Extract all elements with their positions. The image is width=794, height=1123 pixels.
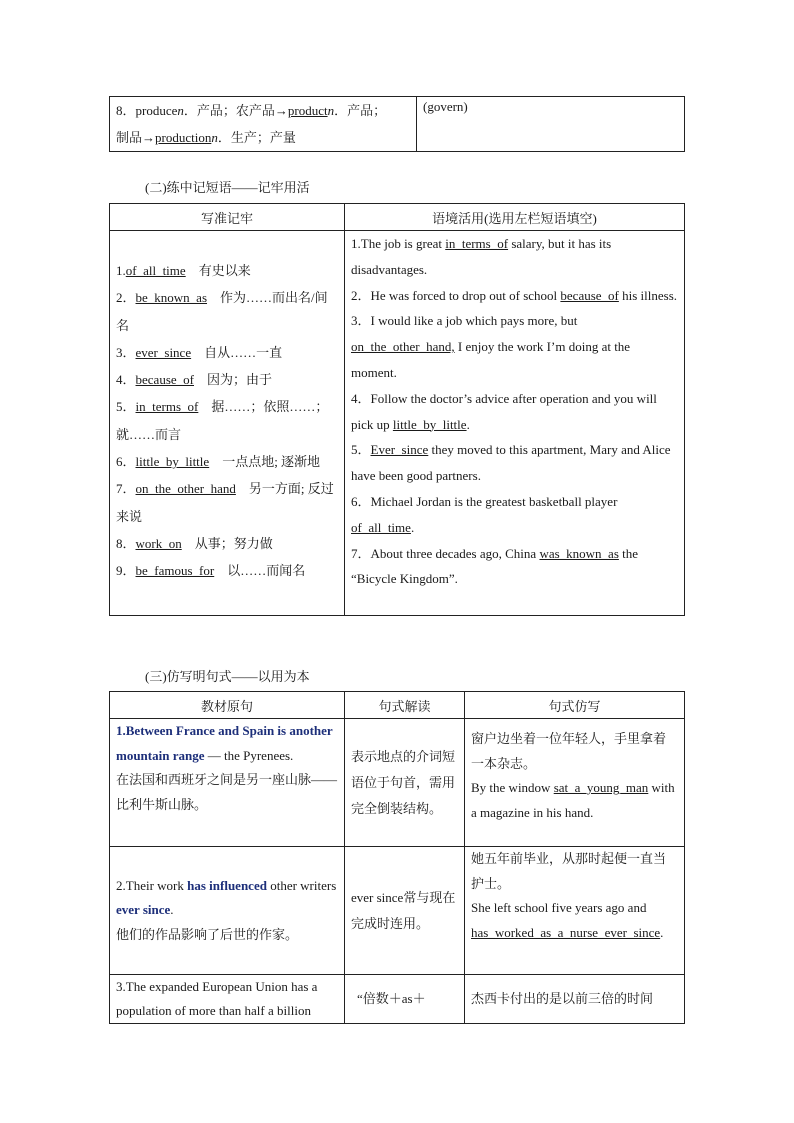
imitation-3: 杰西卡付出的是以前三倍的时间	[465, 975, 685, 1024]
meaning-4: ．生产；产量	[217, 130, 296, 145]
phrase-item-8: 8．work_on 从事；努力做	[116, 535, 273, 551]
word-production: production	[155, 130, 212, 145]
col-header-imitation: 句式仿写	[465, 692, 685, 719]
context-sentence-7: 7．About three decades ago, China was_known_as the “Bicycle Kingdom”.	[351, 545, 639, 587]
sentence-patterns-table	[109, 691, 685, 1024]
meaning-1: ．产品；农产品→	[183, 103, 288, 118]
original-sentence-3: 3.The expanded European Union has a population of more than half a billion	[110, 975, 345, 1024]
phrases-table	[109, 203, 685, 616]
phrase-item-1: 1.of_all_time 有史以来	[116, 263, 251, 278]
pos-n: n	[327, 103, 335, 118]
phrase-list-cell	[110, 231, 345, 616]
vocab-table	[109, 96, 685, 152]
context-sentence-2: 2．He was forced to drop out of school because_of his illness.	[351, 287, 678, 303]
context-sentence-1: 1.The job is great in_terms_of salary, but it has its disadvantages.	[351, 236, 612, 277]
col-header-memorize: 写准记牢	[110, 204, 345, 231]
meaning-3: 制品→	[116, 130, 156, 145]
original-sentence-2: 2.Their work has influenced other writers ever since. 他们的作品影响了后世的作家。	[110, 847, 345, 975]
section-2-heading: (二)练中记短语——记牢用活	[145, 180, 310, 195]
analysis-3: “倍数＋as＋	[345, 975, 465, 1024]
col-header-original: 教材原句	[110, 692, 345, 719]
col-header-analysis: 句式解读	[345, 692, 465, 719]
phrase-item-4: 4．because_of 因为；由于	[116, 372, 272, 388]
phrase-item-5: 5．in_terms_of 据……；依照……；就……而言	[116, 399, 329, 442]
phrase-item-6: 6．little_by_little 一点点地; 逐渐地	[116, 454, 321, 470]
pos-n: n	[211, 130, 218, 145]
context-sentence-6: 6．Michael Jordan is the greatest basketball player of_all_time.	[351, 493, 618, 535]
analysis-2: ever since常与现在完成时连用。	[345, 847, 465, 975]
context-sentences-cell	[345, 231, 685, 616]
context-sentence-3: 3．I would like a job which pays more, but on_the_other_hand, I enjoy the work I’m doing at the moment.	[351, 313, 631, 380]
meaning-2: ．产品；	[334, 103, 387, 118]
phrase-item-7: 7．on_the_other_hand 另一方面; 反过来说	[116, 481, 334, 524]
word-govern: (govern)	[423, 99, 468, 114]
imitation-2: 她五年前毕业，从那时起便一直当护士。 She left school five years ago and has_worked_as_a_nurse_ever_since.	[465, 847, 685, 975]
vocab-left-cell	[110, 97, 417, 152]
vocab-right-cell	[417, 97, 685, 152]
imitation-1: 窗户边坐着一位年轻人，手里拿着一本杂志。 By the window sat_a_young_man with a magazine in his hand.	[465, 719, 685, 847]
original-sentence-1: 1.Between France and Spain is another mountain range — the Pyrenees. 在法国和西班牙之间是另一座山脉——比利牛斯山脉。	[110, 719, 345, 847]
pos-n: n	[177, 103, 184, 118]
phrase-item-9: 9．be_famous_for 以……而闻名	[116, 563, 306, 579]
word-produce: 8．produce	[116, 103, 178, 118]
phrase-item-2: 2．be_known_as 作为……而出名/间名	[116, 290, 328, 333]
context-sentence-4: 4．Follow the doctor’s advice after operation and you will pick up little_by_little.	[351, 390, 657, 432]
col-header-context: 语境活用(选用左栏短语填空)	[345, 204, 685, 231]
word-product: product	[287, 103, 328, 118]
phrase-item-3: 3．ever_since 自从……一直	[116, 344, 283, 360]
section-3-heading: (三)仿写明句式——以用为本	[145, 669, 310, 684]
context-sentence-5: 5．Ever_since they moved to this apartment, Mary and Alice have been good partners.	[351, 442, 671, 484]
analysis-1: 表示地点的介词短语位于句首，需用完全倒装结构。	[345, 719, 465, 847]
